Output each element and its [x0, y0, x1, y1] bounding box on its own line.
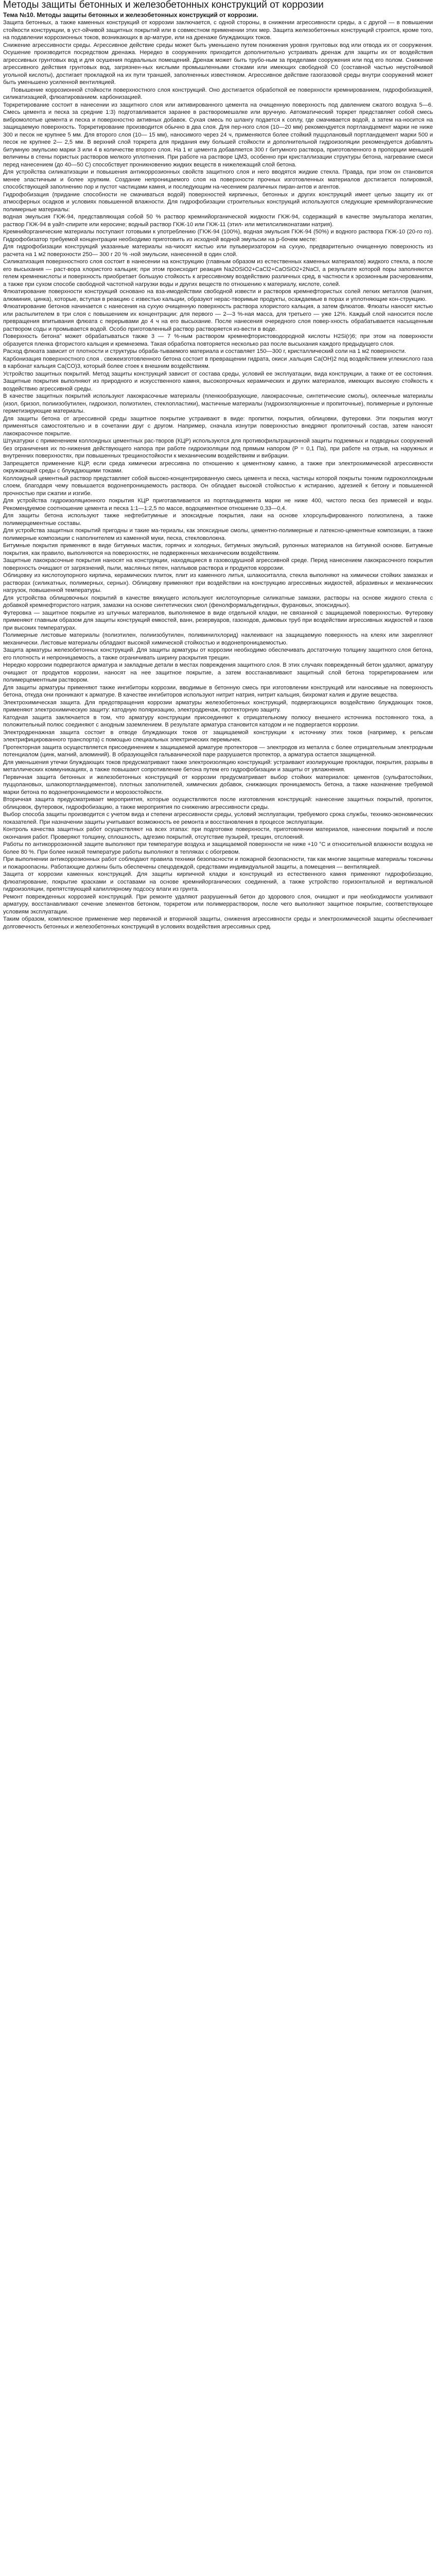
article-paragraph: Электродренажная защита состоит в отводе блуждающих токов от защищаемой конструкции к источнику этих токов (например, к рельсам электрифицированного транспорта) с помощью специальных электрических перемычек.	[3, 729, 433, 743]
article-paragraph: Битумные покрытия применяют в виде битумных мастик, горячих и холодных, битумных эмульсий, рулонных материалов на битумной основе. Битумные покрытия, как правило, выполняются на поверхностях, не подверженных механическим воздействиям.	[3, 543, 433, 556]
article-paragraph: Устройство защитных покрытий. Метод защиты конструкций зависит от состава среды, условий ее эксплуатации, вида конструкции, а также от ее состояния. Защитные покрытия выполняют из природного и искусственного камня, высокопрочных керамических и других материалов, имеющих высокую стойкость к воздействию агрессивной среды.	[3, 370, 433, 392]
article-body	[3, 19, 433, 930]
article-paragraph: Расход флюата зависит от плотности и структуры обраба-тываемого материала и составляет 150—300 г, кристаллический соли на 1 м2 поверхности.	[3, 348, 406, 354]
article-subtitle: Тема №10. Методы защиты бетонных и железобетонных конструкций от коррозии.	[3, 11, 258, 19]
article-paragraph: Для защиты арматуры применяют также ингибиторы коррозии, вводимые в бетонную смесь при изготовлении конструкций или наносимые на поверхность бетона, откуда они проникают к арматуре. В качестве ингибиторов используют нитрит натрия, нитрит кальция, бихромат калия и другие вещества.	[3, 684, 433, 698]
article-paragraph: Флюатирование бетонов начинается с нанесения на сухую очищенную поверхность раствора хлористого кальция, а затем флюатов. Флюаты наносят кистью или распылителем в три слоя с повышением их концентрации: для первого — 2—3 %-ная масса, для третьего — уже 12%. Каждый слой наносится после превращения впитывания флюата с перерывами до 4 ч на его высыхание. После нанесения очередного слоя повер-хность обрабатывается насыщенным раствором соды и промывается водой. Особо приготовленный раствор растворяется из-вести в воде.	[3, 303, 433, 332]
article-paragraph: Катодная защита заключается в том, что арматуру конструкции присоединяют к отрицательному полюсу внешнего источника постоянного тока, а положительный полюс соединяют с анодным заземлением. В результате арматура становится катодом и не подвергается коррозии.	[3, 714, 433, 728]
article-paragraph: Кремнийорганические материалы поступают готовыми к употреблению (ГКЖ-94 (100%), водная эмульсия ГКЖ-94 (50%) и водного раствора ГКЖ-10 (20-го го). Гидрофобизатор требуемой концентрации необходимо приготовить из исходной водной эмульсии на р-бочем месте:	[3, 229, 433, 243]
article-paragraph: Выбор способа защиты производится с учетом вида и степени агрессивности среды, условий эксплуатации, требуемого срока службы, технико-экономических показателей. При назначении защиты учитывают возможность ее ремонта и восстановления в процессе эксплуатации.	[3, 811, 433, 825]
article-paragraph: Карбонизация поверхностного слоя . свежеизготовленного бетона состоит в превращении гидрата, окиси ,кальция Ca(OH)2 под воздействием углекислого газа в карбонат кальция Ca(CO)3, который более стоек к внешним воздействиям.	[3, 355, 433, 369]
article-paragraph: Электрохимическая защита. Для предотвращения коррозии арматуры железобетонных конструкций, подвергающихся воздействию блуждающих токов, применяют электрохимическую защиту: катодную поляризацию, электродренаж, протекторную защиту.	[3, 699, 433, 713]
article-paragraph: Силикатизация поверхностного слоя состоит в нанесении на конструкцию (главным образом из естественных каменных материалов) жидкого стекла, а после его высыхания — раст-вора хлористого кальция; при этом происходит реакция Na2OSiO2+CaCl2+CaOSiO2+2NaCl, а результате которой поры заполняются гелем кремнекислоты и поверхность приобретает большую стойкость к агрессивному воздействию различных сред, в частности к эрозионным расчерованиям, а также при сухом способе свободной частотной нагрузки воды и других веществ по отношению к материалу, кислоте, солей.	[3, 259, 433, 287]
article-paragraph: Для устройства силикатизации и повышения антикоррозионных свойств защитного слоя и него вводятся жидкие стекла. Правда, при этом он становится менее эластичным и более хрупким. Создание непроницаемого слоя на поверхности прочных изготовленных материалов достигается полировкой, способствующей заполнению пор и пустот частицами камня, и последующим на-чесением различных пиран-антов и агентов.	[3, 169, 433, 190]
article-paragraph: При выполнении антикоррозионных работ соблюдают правила техники безопасности и пожарной безопасности, так как многие защитные материалы токсичны и пожароопасны. Работающие должны быть обеспечены спецодеждой, средствами индивидуальной защиты, а помещения — вентиляцией.	[3, 856, 433, 870]
article-paragraph: Флюатирование поверхности конструкций основано на вза-имодействии свободной извести и растворов кремнефтористых солей легких металлов (магния, алюминия, цинка), которые, вступая в реакцию с известью кальции, образуют нерас-творимые продукты, осаждаемые в порах и уплотняющие кон-струкцию.	[3, 289, 433, 302]
article-paragraph: Коллоидный цементный раствор представляет собой высоко-концентрированную смесь цемента и песка, частицы которой покрыты тонким гидроколлоидным слоем, благодаря чему повышается водонепроницаемость раствора. Он обладает высокой стойкостью к истиранию, адгезией к бетону и повышенной прочностью при сжатии и изгибе.	[3, 475, 433, 497]
article-paragraph: Для уменьшения утечки блуждающих токов предусматривают также электроизоляцию конструкций: устраивают изолирующие прокладки, покрытия, разрывы в металлических коммуникациях, а также повышают сопротивление бетона путем его гидрофобизации и защиты от увлажнения.	[3, 759, 433, 773]
article-paragraph: Работы по антикоррозионной защите выполняют при температуре воздуха и защищаемой поверхности не ниже +10 °С и относительной влажности воздуха не более 80 %. При более низкой температуре работы выполняют в тепляках с обогревом.	[3, 841, 433, 855]
article-paragraph: В качестве защитных покрытий используют лакокрасочные материалы (пленкообразующие, лакокрасочные, синтетические смолы), оклеечные материалы (изол, бризол, полиизобутилен, гидроизол, полиэтилен, стеклопластики), мастичные материалы (гидроизоляционные и пропиточные), полимерные и рулонные герметизирующие материалы.	[3, 393, 433, 414]
article-paragraph: Ремонт поврежденных коррозией конструкций. При ремонте удаляют разрушенный бетон до здорового слоя, очищают и при необходимости усиливают арматуру, восстанавливают сечение элементов бетоном, торкретом или полимерраствором, после чего выполняют защитное покрытие, соответствующее условиям эксплуатации.	[3, 893, 433, 915]
article-paragraph: Штукатурки с применением коллоидных цементных рас-творов (КЦР) используются для противофильтрационной защиты подземных и подводных сооружений без ограничения их по-нижения действующего напора при работе гидроизоляции под прямым напором (Р = 0,1 Па), при работе на отрыв, на наружных и внутренних поверхностях, при повышенных трещиностойкости к механическим воздействиям и вибрации.	[3, 438, 433, 459]
article-paragraph: Защита арматуры железобетонных конструкций. Для защиты арматуры от коррозии необходимо обеспечивать достаточную толщину защитного слоя бетона, его плотность и непроницаемость, а также ограничивать ширину раскрытия трещин.	[3, 647, 433, 661]
article-paragraph: Для защиты бетона от агрессивной среды защитное покрытие устраивают в виде: пропитки, покрытия, облицовки, футеровки. Эти покрытия могут применяться самостоятельно и в сочетании друг с другом. Например, сначала изнутри поверхностью внедряют пропиточный состав, затем наносят лакокрасочное покрытие.	[3, 415, 433, 437]
article-paragraph: Защитные лакокрасочные покрытия наносят на конструкции, находящиеся в газовоздушной агрессивной среде. Перед нанесением лакокрасочного покрытия поверхность очищают от загрязнений, пыли, масляных пятен, наплывов раствора и продуктов коррозии.	[3, 557, 433, 571]
article-paragraph: Протекторная защита осуществляется присоединением к защищаемой арматуре протекторов — электродов из металла с более отрицательным электродным потенциалом (цинк, магний, алюминий). В образующейся гальванической паре разрушается протектор, а арматура остается защищенной.	[3, 744, 433, 758]
article-paragraph: Нередко коррозии подвергаются арматура и закладные детали в местах повреждения защитного слоя. В этих случаях поврежденный бетон удаляют, арматуру очищают от продуктов коррозии, наносят на нее защитное покрытие, а затем восстанавливают защитный слой бетона торкретированием или полимерцементным раствором.	[3, 662, 433, 683]
article-paragraph: Защита бетонных, а также каменных конструкций от коррозии заключается, с одной стороны, в снижении агрессивности среды, а с другой — в повышении стойкости конструкции, в уст-ойчивой защитных покрытий или в совместном применении этих мер. Защита железобетонных конструкций строится, кроме того, на подавлении коррозионных токов, возникающих в ар-матуре, или на дренаже блуждающих токов.	[3, 20, 433, 41]
article-paragraph: Первичная защита бетонных и железобетонных конструкций от коррозии предусматривает выбор стойких материалов: цементов (сульфатостойких, пуццолановых, шлакопортландцементов), плотных заполнителей, химических добавок, снижающих проницаемость бетона, а также назначение требуемой марки бетона по водонепроницаемости и морозостойкости.	[3, 774, 433, 795]
article-paragraph: Снижение агрессивности среды. Агрессивное действие среды может быть уменьшено путем понижения уровня грунтовых вод или отвода их от сооружения. Осушение производится посредством дренажа. Нередко в сооружениях приходится дополнительно устраивать дренаж для защиты их от воздействия агрессивных грунтовых вод и для осушения подвальных помещений. Дренаж может быть трубо-ным за пределами сооружения или под его полом. Снижение агрессивного действия грунтовых вод, загрязнен-ных кислыми промышленными стоками или имеющих свободной C0 (составной частью неустойчивой угольной кислоты), достигает прокладкой на их пути траншей, заполненных известняком. Агрессивное действие газогазовой среды внутри сооружений может быть уменьшено усиленной вентиляцией.	[3, 42, 433, 86]
article-paragraph: Гидрофобизация (придание способности не смачиваться водой) поверхностей кирпичных, бетонных и других конструкций имеет целью защиту их от атмосферных осадков и условиях повышенной влажности. Для гидрофобизации строительных конструкций используются следующие кремнийорганические полимерные материалы:	[3, 191, 433, 213]
article-paragraph: Поверхность бетона" может обрабатываться также 3 — 7 %-ным раствором кремнефтористоводородной кислоты H2Si(r)6; при этом на поверхности образуется пленка фтористого кальция и кремнезема. Такая обработка повторяется несколько раз после высыхания каждого предыдущего слоя.	[3, 333, 433, 347]
article-paragraph: Вторичная защита предусматривает мероприятия, которые осуществляются после изготовления конструкций: нанесение защитных покрытий, пропиток, облицовок, футеровок, гидрофобизацию, а также мероприятия по снижению агрессивности среды.	[3, 796, 433, 810]
article-paragraph: Для устройства облицовочных покрытий в качестве вяжущего используют кислотоупорные силикатные замазки, растворы на основе жидкого стекла с добавкой кремнефтористого натрия, замазки на основе синтетических смол (фенолформальдегидных, фурановых, эпоксидных).	[3, 595, 433, 608]
article-paragraph: Запрещается применение КЦР, если среда химически агрессивна по отношению к цементному камню, а также при электрохимической агрессивности окружающей среды с блуждающими токами.	[3, 460, 433, 474]
article-paragraph: Полимерные листовые материалы (полиэтилен, полиизобутилен, поливинилхлорид) наклеивают на защищаемую поверхность на клеях или закрепляют механически. Листовые материалы обладают высокой химической стойкостью и водонепроницаемостью.	[3, 632, 433, 646]
article-paragraph: Контроль качества защитных работ осуществляют на всех этапах: при подготовке поверхности, приготовлении материалов, нанесении покрытий и после окончания работ. Проверяют толщину, сплошность, адгезию покрытий, отсутствие пузырей, трещин, отслоений.	[3, 826, 433, 840]
article-paragraph: Для устройства защитных покрытий пригодны и такие ма-териалы, как эпоксидные смолы, цементно-полимерные и латексно-цементные композиции, а также полимерные композиции с наполнителем из каменной муки, песка, стекловолокна.	[3, 528, 433, 541]
article-paragraph: Для защиты бетона используют также нефтебитумные и эпоксидные покрытия, лаки на основе хлорсульфированного полиэтилена, а также полимерцементные составы.	[3, 513, 433, 527]
article-paragraph: Защита от коррозии каменных конструкций. Для защиты кирпичной кладки и конструкций из естественного камня применяют гидрофобизацию, флюатирование, покрытие красками и составами на основе кремнийорганических соединений, а также устройство горизонтальной и вертикальной гидроизоляции, препятствующей капиллярному подсосу влаги из грунта.	[3, 871, 433, 892]
article-title: Методы защиты бетонных и железобетонных конструкций от коррозии	[3, 0, 324, 10]
article-paragraph: Повышение коррозионной стойкости поверхностного слоя конструкций. Оно достигается обработкой ее поверхности кремнированием, гидрофобизацией, силикатизацией, флюатированием. карбонизацией.	[3, 87, 433, 100]
article-paragraph: Торкретирование состоит в нанесении из защитного слоя или активированного цемента на очищенную поверхность под давлением сжатого воздуха 5—6. Смесь цемента и песка за средние 1:3) подготавливается заранее в растворомешалке или вручную. Автоматический торкрет представляет собой смесь вибромолотые цемента и песка и поверхностно активных добавок. Сухая смесь по шлангу подается к соплу, где смачивается водой, а затем на-носится на защищаемую поверхность. Торкретирование производится обычно в два слоя. Для пер-ного слоя (10—20 мм) рекомендуется портландцемент марки не ниже 300 и песок не крупнее 5 мм. Для второго слоя (10— 15 мм), наносимого через 24 ч, применяются более стойкий пуццолановый портландцемент марки 500 и песок не крупнее 2— 2,5 мм. В верхний слой торкрета для придания ему большей стойкости и дополнительной гидроизоляции рекомендуется добавлять битумную эмульсию марки 3 или 4 в количестве второго слоя. На 1 кг цемента добавляется 300 г битумного раствора, приготовленного в пропорции меньшей величины в стены пористых растворов мелкого уплотнения. При работе на растворе ЦМЗ, особенно при кристаллизации структуры бетона, нагревание смеси перед нанесением (до 40—50 С) способствует проникновению жидких веществ в нижележащий слой бетона.	[3, 101, 433, 168]
article-paragraph: Облицовку из кислотоупорного кирпича, керамических плиток, плит из каменного литья, шлакоситалла, стекла выполняют на химически стойких замазках и растворах (силикатных, полимерных, серных). Облицовку применяют при воздействии на конструкцию агрессивных жидкостей, абразивных и механических нагрузок, повышенной температуры.	[3, 572, 433, 594]
article-paragraph: водная эмульсия ГКЖ-94, представляющая собой 50 % раствор кремнийорганической жидкости ГКЖ-94, содержащий в качестве эмульгатора желатин, раствор ГКЖ-94 в уайт-спирите или керосине; водный раствор ГКЖ-10 или ГКЖ-11 (этил- или метилсиликонатами натрия).	[3, 214, 433, 228]
article-paragraph: Для гидрофобизации конструкций указанные материалы на-чиосят кистью или пульверизатором на сухую, предварительно очищенную поверхность из расчета на 1 м2 поверхности 250— 300 г 20 % -ной эмульсии, нанесенной в один слой.	[3, 244, 433, 258]
article-paragraph: Футеровка — защитное покрытие из штучных материалов, выполняемое в виде отдельной кладки, не связанной с защищаемой поверхностью. Футеровку применяют главным образом для защиты конструкций емкостей, ванн, резервуаров, газоходов, дымовых труб при воздействии агрессивных жидкостей и газов при высоких температурах.	[3, 609, 433, 631]
article-paragraph: Таким образом, комплексное применение мер первичной и вторичной защиты, снижения агрессивности среды и электрохимической защиты обеспечивает долговечность бетонных и железобетонных конструкций в условиях воздействия агрессивных сред.	[3, 916, 433, 930]
article-paragraph: Для устройства гидроизоляционного покрытия КЦР приготавливается из портландцемента марки не ниже 400, чистого песка без примесей и воды. Рекомендуемое соотношение цемента и песка 1:1—1:2,5 по массе, водоцементное отношение 0,33—0,4.	[3, 498, 433, 512]
